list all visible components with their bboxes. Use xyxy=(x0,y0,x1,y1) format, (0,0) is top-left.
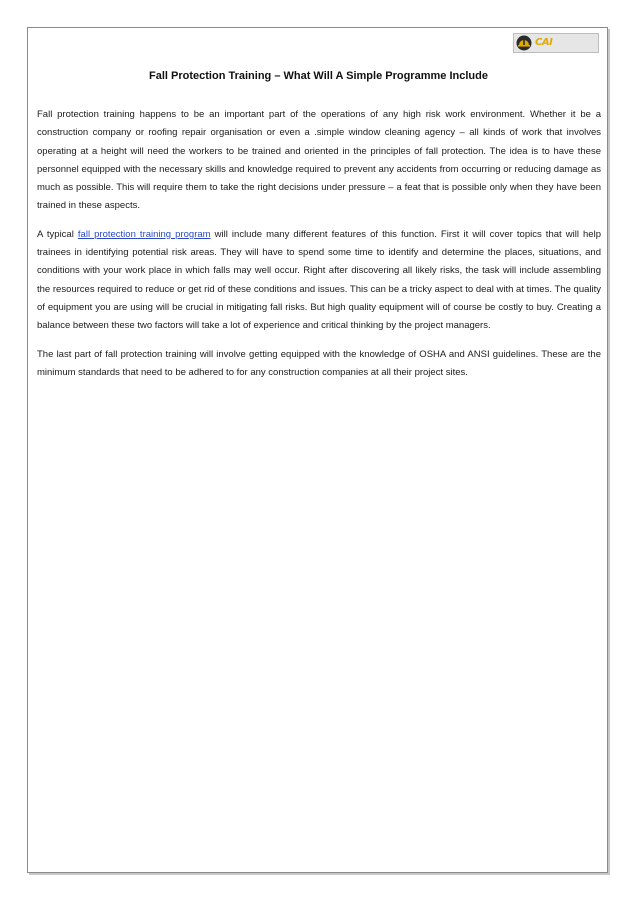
hardhat-logo-icon xyxy=(516,35,532,51)
paragraph-1: Fall protection training happens to be an important part of the operations of any high risk work environment. Whether it be a construction company or roofing repair organisation or even a .simple window cleaning agency – all kinds of work that involves operating at a height will need the workers to be trained and oriented in the principles of fall protection. The idea is to have these personnel equipped with the necessary skills and knowledge required to prevent any accidents from occurring or reducing damage as much as possible. This will require them to take the right decisions under pressure – a feat that is possible only when they have been trained in these aspects. xyxy=(37,109,601,212)
paragraph-2-rest: will include many different features of this function. First it will cover topics that will help trainees in identifying potential risk areas. They will have to spend some time to identify and determine the places, situations, and conditions with your work place in which falls may well occur. Right after discovering all likely risks, the task will include assembling the resources required to reduce or get rid of these conditions and issues. This can be a tricky aspect to deal with at times. The quality of equipment you are using will be crucial in mitigating fall risks. But high quality equipment will of course be costly to buy. Creating a balance between these two factors will take a lot of experience and critical thinking by the project managers. xyxy=(37,228,601,332)
document-body xyxy=(37,106,601,392)
paragraph-2 xyxy=(37,226,601,336)
document-title: Fall Protection Training – What Will A Simple Programme Include xyxy=(149,70,488,82)
logo-text xyxy=(535,38,552,48)
logo-name: CAI xyxy=(535,37,553,48)
company-logo xyxy=(513,33,599,53)
paragraph-3: The last part of fall protection training will involve getting equipped with the knowledge of OSHA and ANSI guidelines. These are the minimum standards that need to be adhered to for any construction companies at all their project sites. xyxy=(37,348,601,378)
paragraph-2-lead: A typical xyxy=(37,228,78,240)
fall-protection-training-program-link[interactable]: fall protection training program xyxy=(77,228,211,240)
